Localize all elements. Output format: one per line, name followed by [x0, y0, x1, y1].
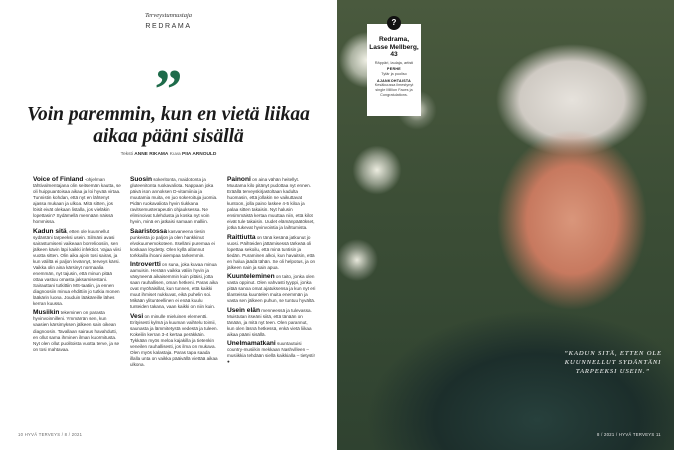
paragraph-lead: Raittiutta	[227, 233, 256, 241]
paragraph-text: on aina vähän heitellyt. Muutama kilo pitänyt pudottaa nyt ennen. Eräällä terveyskirjastoltaan kadulta huomasin, että jollakin ne vaikuttavat kuntoon, jolla paino laskee 4-5 kiloa ja palaa sitten takaisin. Nyt halusin ensimmäistä kertaa muuttaa niin, että kilot eivät tule takaisin. Uudet elämänpäätökset, jotka tukevat hyvinvointia ja laihtumista.	[227, 177, 315, 231]
page-footer-right: 8 / 2021 / HYVÄ TERVEYS 11	[597, 432, 661, 437]
pull-quote: ”KADUN SITÄ, ETTEN OLE KUUNNELLUT SYDÄNTÄNI TARPEEKSI USEIN.”	[564, 350, 662, 375]
paragraph-text: sokeritonta, maidotonta ja gluteenitonta ruokavaliota. Nappaan joka päivä ison annoksen D-vitamiinia ja muutamia muita, en juo sokeroituja juomia. Pidän ruokavaliota hyvin tiukkana ravitsemusterapeutin ohjauksessa. Ne eliminoivat tulehdusta ja koska nyt voin hyvin, minä en jatkaisi samaan malliin.	[130, 177, 218, 225]
info-box	[367, 24, 421, 116]
paragraph-lead: Voice of Finland	[33, 176, 84, 183]
column-1	[33, 177, 122, 417]
info-family: Tytär ja puoliso	[381, 71, 407, 76]
paragraph	[33, 310, 122, 352]
paragraph	[130, 177, 219, 225]
paragraph-text: on minulle mieluinen elementti. Erityisesti kylmä ja kuuman vaihtelu toimii, saunasta ja lämmitetystä vedestä ja tuleen. Kokeilin kerran 3-4 kertaa peräkkäin. Tykkään myös meloa kajakilla ja tietenkin veneilen rauhallisesti, jos ilma on mukava. Olen myös kalastaja. Paras tapa saada illalla unta on vaikka pääivällä viettää aikaa ulkona.	[130, 313, 218, 367]
paragraph	[227, 341, 316, 365]
series-label: Terveystunnustaja	[144, 12, 193, 19]
info-job: Räppäri, laulaja, artisti	[374, 60, 414, 66]
paragraph-text: menneessä ja tulevassa. Muistutan itseäni siitä, että tänään on tänään, ja mitä nyt teen. Olen parannut, kun olen läsnä hetkessä, enkä vietä liikaa aikaa pääni sisällä.	[227, 307, 312, 337]
paragraph-lead: Saaristossa	[130, 227, 168, 235]
paragraph-lead: Kuunteleminen	[227, 273, 275, 281]
paragraph-lead: Kadun sitä	[33, 227, 67, 235]
column-2	[130, 177, 219, 417]
paragraph-text: tekeminen on parasta hyvinvoinnilleni. Ymmärrän sen, kun vaasien kärsimyksen jälkeen sain oikean diagnoosin. Tavallaan sairaus havahdutti, en ollut sama ihminen ilman kuormitusta. Nyt olen ollut puolitoista vuotta terve, ja se on tosi mahtavaa.	[33, 310, 120, 352]
paragraph-text: on tänä kesänä jatkunut jo vuosi. Päihteiden jättämisessä tärkeää oli lopettaa sekoilu, että minä tuntisin ja tiedän. Puraminen alkoi, kun havaitsin, että en halua jäädä tähän. Se oli helpotus, ja on jälkeen nain ja sain apua.	[227, 234, 316, 270]
paragraph-text: suuntautuisi country-musiikin mekkaan Nashvilleen – musiikkia tehdään siellä kaikkialla – tietysti! ●	[227, 340, 315, 365]
paragraph	[33, 177, 122, 225]
quote-mark-icon: ”	[154, 59, 183, 121]
paragraph	[227, 177, 316, 231]
paragraph	[33, 229, 122, 308]
credits-author: ANNE RIKAMA	[134, 152, 169, 157]
page-footer-left: 10 HYVÄ TERVEYS / 8 / 2021	[18, 432, 83, 437]
paragraph-lead: Musiikin	[33, 309, 60, 317]
credits-text-label: Teksti	[120, 152, 133, 157]
section-label: REDRAMA	[145, 23, 192, 30]
paragraph-lead: Suosin	[130, 176, 152, 183]
credits-photo-label: Kuva	[169, 152, 181, 157]
paragraph-lead: Vesi	[130, 312, 144, 320]
paragraph	[227, 235, 316, 271]
paragraph-text: , etten ole kuunnellut sydäntäni tarpeeksi usein. Silmäni avasi sairastumiseni vaikeaan borrelioosiin, sen jälkeen kävin läpi kaikki infektiot. Vajaa viisi vuotta sitten. Olin aika ajoin tosi sairas, ja kun väliltä ei paljon levännyt, terveys kärsi. Vaikka olin aina kärsinyt normaalia enemmän, nyt tajusin, että minun pitää ottaa vastuu omasta jaksamisestani. Sairauttani tutkittiin MS-taatiin, ja ennen diagnoosiin minua ehdittiin jo tutkia monen lääkärin luona. Jouduin lääkäreille lähes kerran kuussa.	[33, 228, 121, 307]
paragraph	[130, 262, 219, 310]
question-badge-icon: ?	[387, 16, 401, 30]
paragraph-text: kasvaneena tiesin punkeista jo paljon ja olen hankkinut elvokuumemokoteen. Itselläni puremaa ei koskaan löydetty. Olen kyllä allannut torkkailla ihoani aiempaa tarkemmin.	[130, 228, 215, 258]
paragraph-lead: Introvertti	[130, 260, 161, 268]
info-name: Redrama, Lasse Mellberg, 43	[369, 36, 419, 59]
info-family-label: PERHE	[387, 67, 401, 72]
paragraph	[227, 308, 316, 338]
paragraph-lead: Unelmamatkani	[227, 339, 276, 347]
paragraph	[227, 274, 316, 304]
paragraph-text: -ohjelman tähtivalmentajana olin seitsemän kautta, se oli huippuantoisaa aikaa ja loi hyvää virtaa. Tunnistin kohdan, että nyt en lähtenyt ajassa mukaan ja ulkoa. Mitä sitten, jos löisit eivät olekaan listalla, jos vieläkin lopettasin? Sydämellä mennään näissä hommissa.	[33, 177, 121, 225]
column-3	[227, 177, 316, 417]
info-current-label: AJANKOHTAISTA	[376, 78, 412, 83]
paragraph	[130, 314, 219, 368]
info-current: Kesäkuussa ilmestynyt single Million Faces ja Congratulations.	[374, 83, 414, 97]
portrait-photo	[337, 0, 674, 450]
article-columns	[33, 177, 333, 417]
paragraph-lead: Usein elän	[227, 306, 260, 314]
article-headline: Voin paremmin, kun en vietä liikaa aikaa pääni sisällä	[27, 104, 310, 147]
paragraph	[130, 229, 219, 259]
article-credits	[0, 152, 337, 157]
paragraph-lead: Painoni	[227, 176, 251, 183]
paragraph-text: on suna, joka kuvaa minua aamuisin. Herään vaikka väliin hyvin ja väsyneenä aikaisemmin kuin pitäisi, jotta saan rauhallisen, oman hetkeni. Paras aika ovat myöhäisillat, kun tunnen, että kaikki muut ihmiset nukkuvat, eikä puhelin soi. Mikään ylitunteellinen ei enää kuulu tunteiden takana, vaan kaikki on niin kuin.	[130, 261, 218, 310]
paragraph-text: on taito, jonka olen vasta oppinut. Olen vahvasti tyyppi, jonka pitää sanoa omat ajatuksensa ja kun nyt eri tilanteissa kuuntelen muita enemmän ja vasta sen jälkeen puhun, se tuntuu hyvältä.	[227, 274, 316, 304]
credits-photographer: PIIA ARNOULD	[182, 152, 217, 157]
